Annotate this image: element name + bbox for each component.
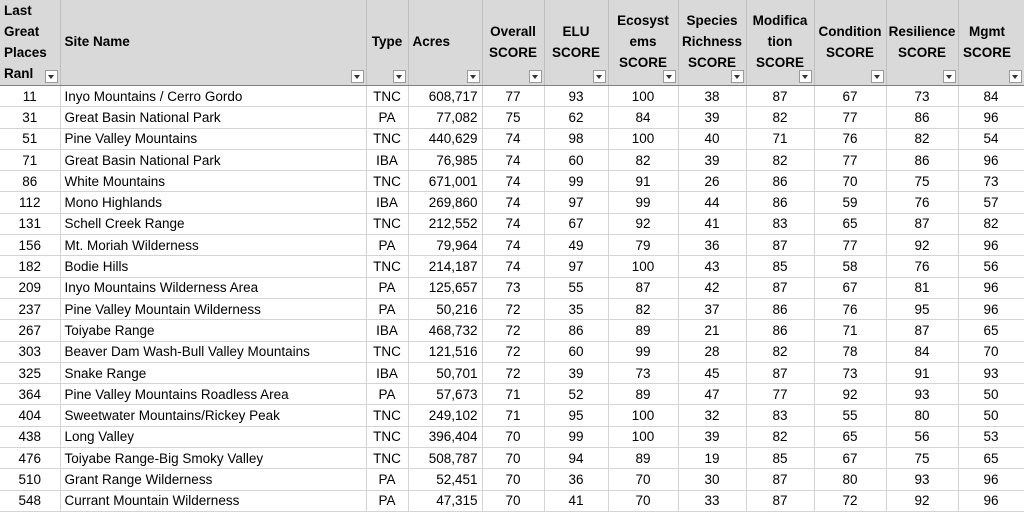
cell-overall-score[interactable]: 72	[482, 341, 544, 362]
cell-modification-score[interactable]: 85	[746, 256, 814, 277]
cell-mgmt-score[interactable]: 65	[958, 320, 1024, 341]
cell-overall-score[interactable]: 74	[482, 235, 544, 256]
cell-mgmt-score[interactable]: 70	[958, 341, 1024, 362]
cell-mgmt-score[interactable]: 57	[958, 192, 1024, 213]
cell-overall-score[interactable]: 75	[482, 107, 544, 128]
filter-dropdown-icon[interactable]	[731, 70, 744, 83]
column-header-condition-score[interactable]	[814, 0, 886, 86]
cell-ecosystems-score[interactable]: 100	[608, 426, 678, 447]
column-header-rank[interactable]	[0, 0, 60, 86]
table-header	[0, 0, 1024, 86]
cell-condition-score[interactable]: 65	[814, 213, 886, 234]
cell-overall-score[interactable]: 73	[482, 277, 544, 298]
cell-species-richness-score[interactable]: 19	[678, 448, 746, 469]
cell-resilience-score[interactable]: 87	[886, 213, 958, 234]
cell-elu-score[interactable]: 99	[544, 171, 608, 192]
filter-dropdown-icon[interactable]	[799, 70, 812, 83]
cell-ecosystems-score[interactable]: 89	[608, 320, 678, 341]
cell-site-name[interactable]: Pine Valley Mountain Wilderness	[60, 298, 366, 319]
cell-elu-score[interactable]: 41	[544, 490, 608, 511]
cell-modification-score[interactable]: 86	[746, 320, 814, 341]
column-header-mgmt-score[interactable]	[958, 0, 1024, 86]
cell-type[interactable]: PA	[366, 235, 408, 256]
cell-type[interactable]: IBA	[366, 320, 408, 341]
column-header-type[interactable]	[366, 0, 408, 86]
cell-mgmt-score[interactable]: 96	[958, 469, 1024, 490]
cell-resilience-score[interactable]: 87	[886, 320, 958, 341]
cell-mgmt-score[interactable]: 93	[958, 362, 1024, 383]
table-row[interactable]	[0, 298, 1024, 319]
cell-ecosystems-score[interactable]: 70	[608, 469, 678, 490]
cell-species-richness-score[interactable]: 39	[678, 426, 746, 447]
cell-resilience-score[interactable]: 93	[886, 384, 958, 405]
cell-site-name[interactable]: Snake Range	[60, 362, 366, 383]
cell-ecosystems-score[interactable]: 92	[608, 213, 678, 234]
cell-acres[interactable]: 57,673	[408, 384, 482, 405]
cell-overall-score[interactable]: 74	[482, 213, 544, 234]
cell-resilience-score[interactable]: 82	[886, 128, 958, 149]
cell-elu-score[interactable]: 39	[544, 362, 608, 383]
cell-ecosystems-score[interactable]: 84	[608, 107, 678, 128]
cell-modification-score[interactable]: 77	[746, 384, 814, 405]
cell-site-name[interactable]: Great Basin National Park	[60, 149, 366, 170]
cell-type[interactable]: PA	[366, 384, 408, 405]
cell-ecosystems-score[interactable]: 70	[608, 490, 678, 511]
cell-ecosystems-score[interactable]: 91	[608, 171, 678, 192]
cell-elu-score[interactable]: 93	[544, 86, 608, 107]
filter-dropdown-icon[interactable]	[593, 70, 606, 83]
cell-modification-score[interactable]: 71	[746, 128, 814, 149]
cell-ecosystems-score[interactable]: 100	[608, 405, 678, 426]
cell-rank[interactable]: 86	[0, 171, 60, 192]
cell-species-richness-score[interactable]: 47	[678, 384, 746, 405]
column-header-label: Resilience SCORE	[888, 23, 956, 60]
column-header-label: ELU SCORE	[551, 23, 600, 60]
filter-dropdown-icon[interactable]	[351, 70, 364, 83]
cell-mgmt-score[interactable]: 53	[958, 426, 1024, 447]
column-header-label: Modifica tion SCORE	[752, 13, 808, 70]
cell-rank[interactable]: 51	[0, 128, 60, 149]
table-row[interactable]	[0, 469, 1024, 490]
cell-elu-score[interactable]: 98	[544, 128, 608, 149]
filter-dropdown-icon[interactable]	[45, 70, 58, 83]
cell-mgmt-score[interactable]: 73	[958, 171, 1024, 192]
table-row[interactable]	[0, 426, 1024, 447]
cell-modification-score[interactable]: 86	[746, 171, 814, 192]
cell-rank[interactable]: 325	[0, 362, 60, 383]
cell-modification-score[interactable]: 82	[746, 107, 814, 128]
cell-mgmt-score[interactable]: 65	[958, 448, 1024, 469]
cell-rank[interactable]: 476	[0, 448, 60, 469]
cell-site-name[interactable]: Grant Range Wilderness	[60, 469, 366, 490]
cell-elu-score[interactable]: 52	[544, 384, 608, 405]
table-row[interactable]	[0, 341, 1024, 362]
cell-ecosystems-score[interactable]: 99	[608, 341, 678, 362]
cell-rank[interactable]: 364	[0, 384, 60, 405]
cell-species-richness-score[interactable]: 33	[678, 490, 746, 511]
cell-type[interactable]: TNC	[366, 128, 408, 149]
filter-dropdown-icon[interactable]	[663, 70, 676, 83]
table-row[interactable]	[0, 490, 1024, 511]
table-row[interactable]	[0, 171, 1024, 192]
cell-type[interactable]: TNC	[366, 341, 408, 362]
cell-resilience-score[interactable]: 75	[886, 171, 958, 192]
cell-modification-score[interactable]: 85	[746, 448, 814, 469]
cell-mgmt-score[interactable]: 96	[958, 107, 1024, 128]
cell-elu-score[interactable]: 97	[544, 256, 608, 277]
cell-modification-score[interactable]: 82	[746, 341, 814, 362]
table-row[interactable]	[0, 277, 1024, 298]
cell-elu-score[interactable]: 95	[544, 405, 608, 426]
cell-mgmt-score[interactable]: 54	[958, 128, 1024, 149]
cell-site-name[interactable]: Bodie Hills	[60, 256, 366, 277]
cell-species-richness-score[interactable]: 38	[678, 86, 746, 107]
cell-rank[interactable]: 209	[0, 277, 60, 298]
cell-acres[interactable]: 76,985	[408, 149, 482, 170]
cell-condition-score[interactable]: 92	[814, 384, 886, 405]
cell-rank[interactable]: 303	[0, 341, 60, 362]
column-header-ecosystems-score[interactable]	[608, 0, 678, 86]
cell-site-name[interactable]: Pine Valley Mountains	[60, 128, 366, 149]
cell-overall-score[interactable]: 70	[482, 426, 544, 447]
filter-dropdown-icon[interactable]	[467, 70, 480, 83]
cell-site-name[interactable]: Mt. Moriah Wilderness	[60, 235, 366, 256]
cell-condition-score[interactable]: 55	[814, 405, 886, 426]
filter-dropdown-icon[interactable]	[1009, 70, 1022, 83]
cell-overall-score[interactable]: 74	[482, 192, 544, 213]
cell-species-richness-score[interactable]: 43	[678, 256, 746, 277]
cell-overall-score[interactable]: 72	[482, 362, 544, 383]
cell-overall-score[interactable]: 77	[482, 86, 544, 107]
table-row[interactable]	[0, 384, 1024, 405]
cell-site-name[interactable]: Mono Highlands	[60, 192, 366, 213]
cell-site-name[interactable]: Long Valley	[60, 426, 366, 447]
table-row[interactable]	[0, 128, 1024, 149]
column-header-label: Overall SCORE	[488, 23, 537, 60]
cell-rank[interactable]: 510	[0, 469, 60, 490]
cell-rank[interactable]: 112	[0, 192, 60, 213]
table-body	[0, 86, 1024, 512]
column-header-label: Last Great Places Ranl	[4, 2, 47, 81]
cell-type[interactable]: TNC	[366, 405, 408, 426]
cell-overall-score[interactable]: 71	[482, 405, 544, 426]
cell-modification-score[interactable]: 87	[746, 235, 814, 256]
cell-type[interactable]: TNC	[366, 86, 408, 107]
cell-condition-score[interactable]: 71	[814, 320, 886, 341]
cell-resilience-score[interactable]: 73	[886, 86, 958, 107]
cell-modification-score[interactable]: 87	[746, 86, 814, 107]
cell-rank[interactable]: 131	[0, 213, 60, 234]
cell-species-richness-score[interactable]: 37	[678, 298, 746, 319]
cell-type[interactable]: IBA	[366, 362, 408, 383]
cell-condition-score[interactable]: 70	[814, 171, 886, 192]
cell-overall-score[interactable]: 74	[482, 128, 544, 149]
cell-elu-score[interactable]: 94	[544, 448, 608, 469]
table-row[interactable]	[0, 86, 1024, 107]
cell-site-name[interactable]: Currant Mountain Wilderness	[60, 490, 366, 511]
cell-resilience-score[interactable]: 92	[886, 490, 958, 511]
column-header-label: Site Name	[64, 34, 130, 49]
cell-overall-score[interactable]: 70	[482, 469, 544, 490]
cell-site-name[interactable]: Inyo Mountains / Cerro Gordo	[60, 86, 366, 107]
cell-mgmt-score[interactable]: 96	[958, 235, 1024, 256]
cell-acres[interactable]: 508,787	[408, 448, 482, 469]
cell-type[interactable]: TNC	[366, 426, 408, 447]
cell-resilience-score[interactable]: 56	[886, 426, 958, 447]
cell-mgmt-score[interactable]: 96	[958, 298, 1024, 319]
cell-condition-score[interactable]: 77	[814, 149, 886, 170]
cell-resilience-score[interactable]: 91	[886, 362, 958, 383]
cell-resilience-score[interactable]: 80	[886, 405, 958, 426]
filter-dropdown-icon[interactable]	[529, 70, 542, 83]
cell-condition-score[interactable]: 67	[814, 448, 886, 469]
column-header-species-richness-score[interactable]	[678, 0, 746, 86]
cell-modification-score[interactable]: 87	[746, 277, 814, 298]
cell-modification-score[interactable]: 87	[746, 469, 814, 490]
column-header-modification-score[interactable]	[746, 0, 814, 86]
cell-rank[interactable]: 156	[0, 235, 60, 256]
cell-acres[interactable]: 121,516	[408, 341, 482, 362]
cell-modification-score[interactable]: 83	[746, 213, 814, 234]
cell-type[interactable]: TNC	[366, 171, 408, 192]
cell-elu-score[interactable]: 49	[544, 235, 608, 256]
cell-ecosystems-score[interactable]: 100	[608, 256, 678, 277]
cell-resilience-score[interactable]: 84	[886, 341, 958, 362]
cell-acres[interactable]: 468,732	[408, 320, 482, 341]
cell-resilience-score[interactable]: 93	[886, 469, 958, 490]
cell-acres[interactable]: 396,404	[408, 426, 482, 447]
cell-species-richness-score[interactable]: 30	[678, 469, 746, 490]
column-header-label: Mgmt SCORE	[962, 23, 1011, 60]
filter-dropdown-icon[interactable]	[943, 70, 956, 83]
cell-ecosystems-score[interactable]: 79	[608, 235, 678, 256]
cell-rank[interactable]: 71	[0, 149, 60, 170]
cell-modification-score[interactable]: 86	[746, 192, 814, 213]
cell-mgmt-score[interactable]: 50	[958, 384, 1024, 405]
filter-dropdown-icon[interactable]	[871, 70, 884, 83]
cell-modification-score[interactable]: 82	[746, 149, 814, 170]
cell-acres[interactable]: 440,629	[408, 128, 482, 149]
cell-elu-score[interactable]: 86	[544, 320, 608, 341]
cell-acres[interactable]: 269,860	[408, 192, 482, 213]
cell-ecosystems-score[interactable]: 73	[608, 362, 678, 383]
cell-species-richness-score[interactable]: 44	[678, 192, 746, 213]
cell-resilience-score[interactable]: 76	[886, 192, 958, 213]
cell-species-richness-score[interactable]: 32	[678, 405, 746, 426]
cell-site-name[interactable]: Inyo Mountains Wilderness Area	[60, 277, 366, 298]
cell-elu-score[interactable]: 97	[544, 192, 608, 213]
cell-type[interactable]: TNC	[366, 256, 408, 277]
table-row[interactable]	[0, 235, 1024, 256]
cell-condition-score[interactable]: 78	[814, 341, 886, 362]
table-row[interactable]	[0, 107, 1024, 128]
cell-mgmt-score[interactable]: 82	[958, 213, 1024, 234]
cell-elu-score[interactable]: 62	[544, 107, 608, 128]
cell-condition-score[interactable]: 72	[814, 490, 886, 511]
cell-elu-score[interactable]: 67	[544, 213, 608, 234]
cell-acres[interactable]: 77,082	[408, 107, 482, 128]
cell-species-richness-score[interactable]: 21	[678, 320, 746, 341]
cell-site-name[interactable]: Toiyabe Range	[60, 320, 366, 341]
column-header-resilience-score[interactable]	[886, 0, 958, 86]
cell-condition-score[interactable]: 76	[814, 298, 886, 319]
cell-type[interactable]: IBA	[366, 149, 408, 170]
cell-condition-score[interactable]: 80	[814, 469, 886, 490]
table-row[interactable]	[0, 362, 1024, 383]
cell-site-name[interactable]: Beaver Dam Wash-Bull Valley Mountains	[60, 341, 366, 362]
cell-overall-score[interactable]: 71	[482, 384, 544, 405]
cell-overall-score[interactable]: 70	[482, 490, 544, 511]
cell-rank[interactable]: 237	[0, 298, 60, 319]
cell-overall-score[interactable]: 72	[482, 320, 544, 341]
cell-ecosystems-score[interactable]: 82	[608, 298, 678, 319]
cell-species-richness-score[interactable]: 36	[678, 235, 746, 256]
cell-ecosystems-score[interactable]: 87	[608, 277, 678, 298]
cell-elu-score[interactable]: 60	[544, 149, 608, 170]
table-row[interactable]	[0, 256, 1024, 277]
cell-ecosystems-score[interactable]: 100	[608, 86, 678, 107]
cell-type[interactable]: IBA	[366, 192, 408, 213]
cell-elu-score[interactable]: 55	[544, 277, 608, 298]
table-row[interactable]	[0, 320, 1024, 341]
cell-acres[interactable]: 212,552	[408, 213, 482, 234]
header-row	[0, 0, 1024, 86]
column-header-label: Condition SCORE	[818, 23, 882, 60]
cell-modification-score[interactable]: 83	[746, 405, 814, 426]
cell-condition-score[interactable]: 67	[814, 86, 886, 107]
cell-ecosystems-score[interactable]: 100	[608, 128, 678, 149]
cell-site-name[interactable]: Schell Creek Range	[60, 213, 366, 234]
cell-acres[interactable]: 608,717	[408, 86, 482, 107]
cell-elu-score[interactable]: 60	[544, 341, 608, 362]
cell-rank[interactable]: 182	[0, 256, 60, 277]
cell-acres[interactable]: 47,315	[408, 490, 482, 511]
cell-rank[interactable]: 31	[0, 107, 60, 128]
cell-condition-score[interactable]: 58	[814, 256, 886, 277]
column-header-overall-score[interactable]	[482, 0, 544, 86]
cell-condition-score[interactable]: 77	[814, 235, 886, 256]
cell-acres[interactable]: 214,187	[408, 256, 482, 277]
table-row[interactable]	[0, 213, 1024, 234]
cell-rank[interactable]: 438	[0, 426, 60, 447]
cell-species-richness-score[interactable]: 40	[678, 128, 746, 149]
cell-overall-score[interactable]: 74	[482, 256, 544, 277]
cell-modification-score[interactable]: 87	[746, 490, 814, 511]
cell-resilience-score[interactable]: 75	[886, 448, 958, 469]
cell-condition-score[interactable]: 76	[814, 128, 886, 149]
cell-mgmt-score[interactable]: 56	[958, 256, 1024, 277]
cell-ecosystems-score[interactable]: 99	[608, 192, 678, 213]
column-header-label: Species Richness SCORE	[681, 13, 743, 70]
cell-overall-score[interactable]: 70	[482, 448, 544, 469]
cell-site-name[interactable]: Toiyabe Range-Big Smoky Valley	[60, 448, 366, 469]
column-header-acres[interactable]	[408, 0, 482, 86]
cell-type[interactable]: TNC	[366, 448, 408, 469]
cell-acres[interactable]: 79,964	[408, 235, 482, 256]
cell-ecosystems-score[interactable]: 89	[608, 448, 678, 469]
cell-mgmt-score[interactable]: 84	[958, 86, 1024, 107]
cell-type[interactable]: PA	[366, 107, 408, 128]
cell-species-richness-score[interactable]: 39	[678, 107, 746, 128]
cell-rank[interactable]: 11	[0, 86, 60, 107]
cell-acres[interactable]: 52,451	[408, 469, 482, 490]
cell-acres[interactable]: 50,701	[408, 362, 482, 383]
cell-mgmt-score[interactable]: 96	[958, 149, 1024, 170]
cell-mgmt-score[interactable]: 96	[958, 490, 1024, 511]
column-header-label: Acres	[412, 34, 451, 49]
cell-rank[interactable]: 548	[0, 490, 60, 511]
cell-species-richness-score[interactable]: 41	[678, 213, 746, 234]
cell-condition-score[interactable]: 73	[814, 362, 886, 383]
table-row[interactable]	[0, 149, 1024, 170]
cell-condition-score[interactable]: 65	[814, 426, 886, 447]
cell-rank[interactable]: 404	[0, 405, 60, 426]
filter-dropdown-icon[interactable]	[393, 70, 406, 83]
cell-condition-score[interactable]: 67	[814, 277, 886, 298]
table-row[interactable]	[0, 405, 1024, 426]
table-row[interactable]	[0, 448, 1024, 469]
cell-site-name[interactable]: Great Basin National Park	[60, 107, 366, 128]
cell-mgmt-score[interactable]: 50	[958, 405, 1024, 426]
cell-overall-score[interactable]: 72	[482, 298, 544, 319]
column-header-site-name[interactable]	[60, 0, 366, 86]
column-header-label: Ecosyst ems SCORE	[617, 13, 669, 70]
cell-rank[interactable]: 267	[0, 320, 60, 341]
cell-species-richness-score[interactable]: 26	[678, 171, 746, 192]
cell-species-richness-score[interactable]: 28	[678, 341, 746, 362]
cell-resilience-score[interactable]: 95	[886, 298, 958, 319]
cell-acres[interactable]: 50,216	[408, 298, 482, 319]
column-header-elu-score[interactable]	[544, 0, 608, 86]
cell-type[interactable]: PA	[366, 277, 408, 298]
cell-acres[interactable]: 671,001	[408, 171, 482, 192]
cell-resilience-score[interactable]: 86	[886, 149, 958, 170]
cell-type[interactable]: PA	[366, 469, 408, 490]
table-row[interactable]	[0, 192, 1024, 213]
cell-condition-score[interactable]: 77	[814, 107, 886, 128]
cell-species-richness-score[interactable]: 45	[678, 362, 746, 383]
cell-modification-score[interactable]: 86	[746, 298, 814, 319]
cell-acres[interactable]: 249,102	[408, 405, 482, 426]
cell-acres[interactable]: 125,657	[408, 277, 482, 298]
cell-type[interactable]: TNC	[366, 213, 408, 234]
cell-elu-score[interactable]: 99	[544, 426, 608, 447]
cell-site-name[interactable]: Pine Valley Mountains Roadless Area	[60, 384, 366, 405]
cell-condition-score[interactable]: 59	[814, 192, 886, 213]
cell-species-richness-score[interactable]: 39	[678, 149, 746, 170]
cell-site-name[interactable]: White Mountains	[60, 171, 366, 192]
cell-resilience-score[interactable]: 76	[886, 256, 958, 277]
cell-resilience-score[interactable]: 92	[886, 235, 958, 256]
cell-elu-score[interactable]: 36	[544, 469, 608, 490]
cell-elu-score[interactable]: 35	[544, 298, 608, 319]
cell-overall-score[interactable]: 74	[482, 149, 544, 170]
cell-overall-score[interactable]: 74	[482, 171, 544, 192]
column-header-label: Type	[371, 34, 403, 49]
cell-species-richness-score[interactable]: 42	[678, 277, 746, 298]
cell-mgmt-score[interactable]: 96	[958, 277, 1024, 298]
cell-type[interactable]: PA	[366, 490, 408, 511]
cell-ecosystems-score[interactable]: 82	[608, 149, 678, 170]
cell-modification-score[interactable]: 87	[746, 362, 814, 383]
cell-modification-score[interactable]: 82	[746, 426, 814, 447]
cell-type[interactable]: PA	[366, 298, 408, 319]
cell-resilience-score[interactable]: 81	[886, 277, 958, 298]
cell-site-name[interactable]: Sweetwater Mountains/Rickey Peak	[60, 405, 366, 426]
cell-ecosystems-score[interactable]: 89	[608, 384, 678, 405]
cell-resilience-score[interactable]: 86	[886, 107, 958, 128]
